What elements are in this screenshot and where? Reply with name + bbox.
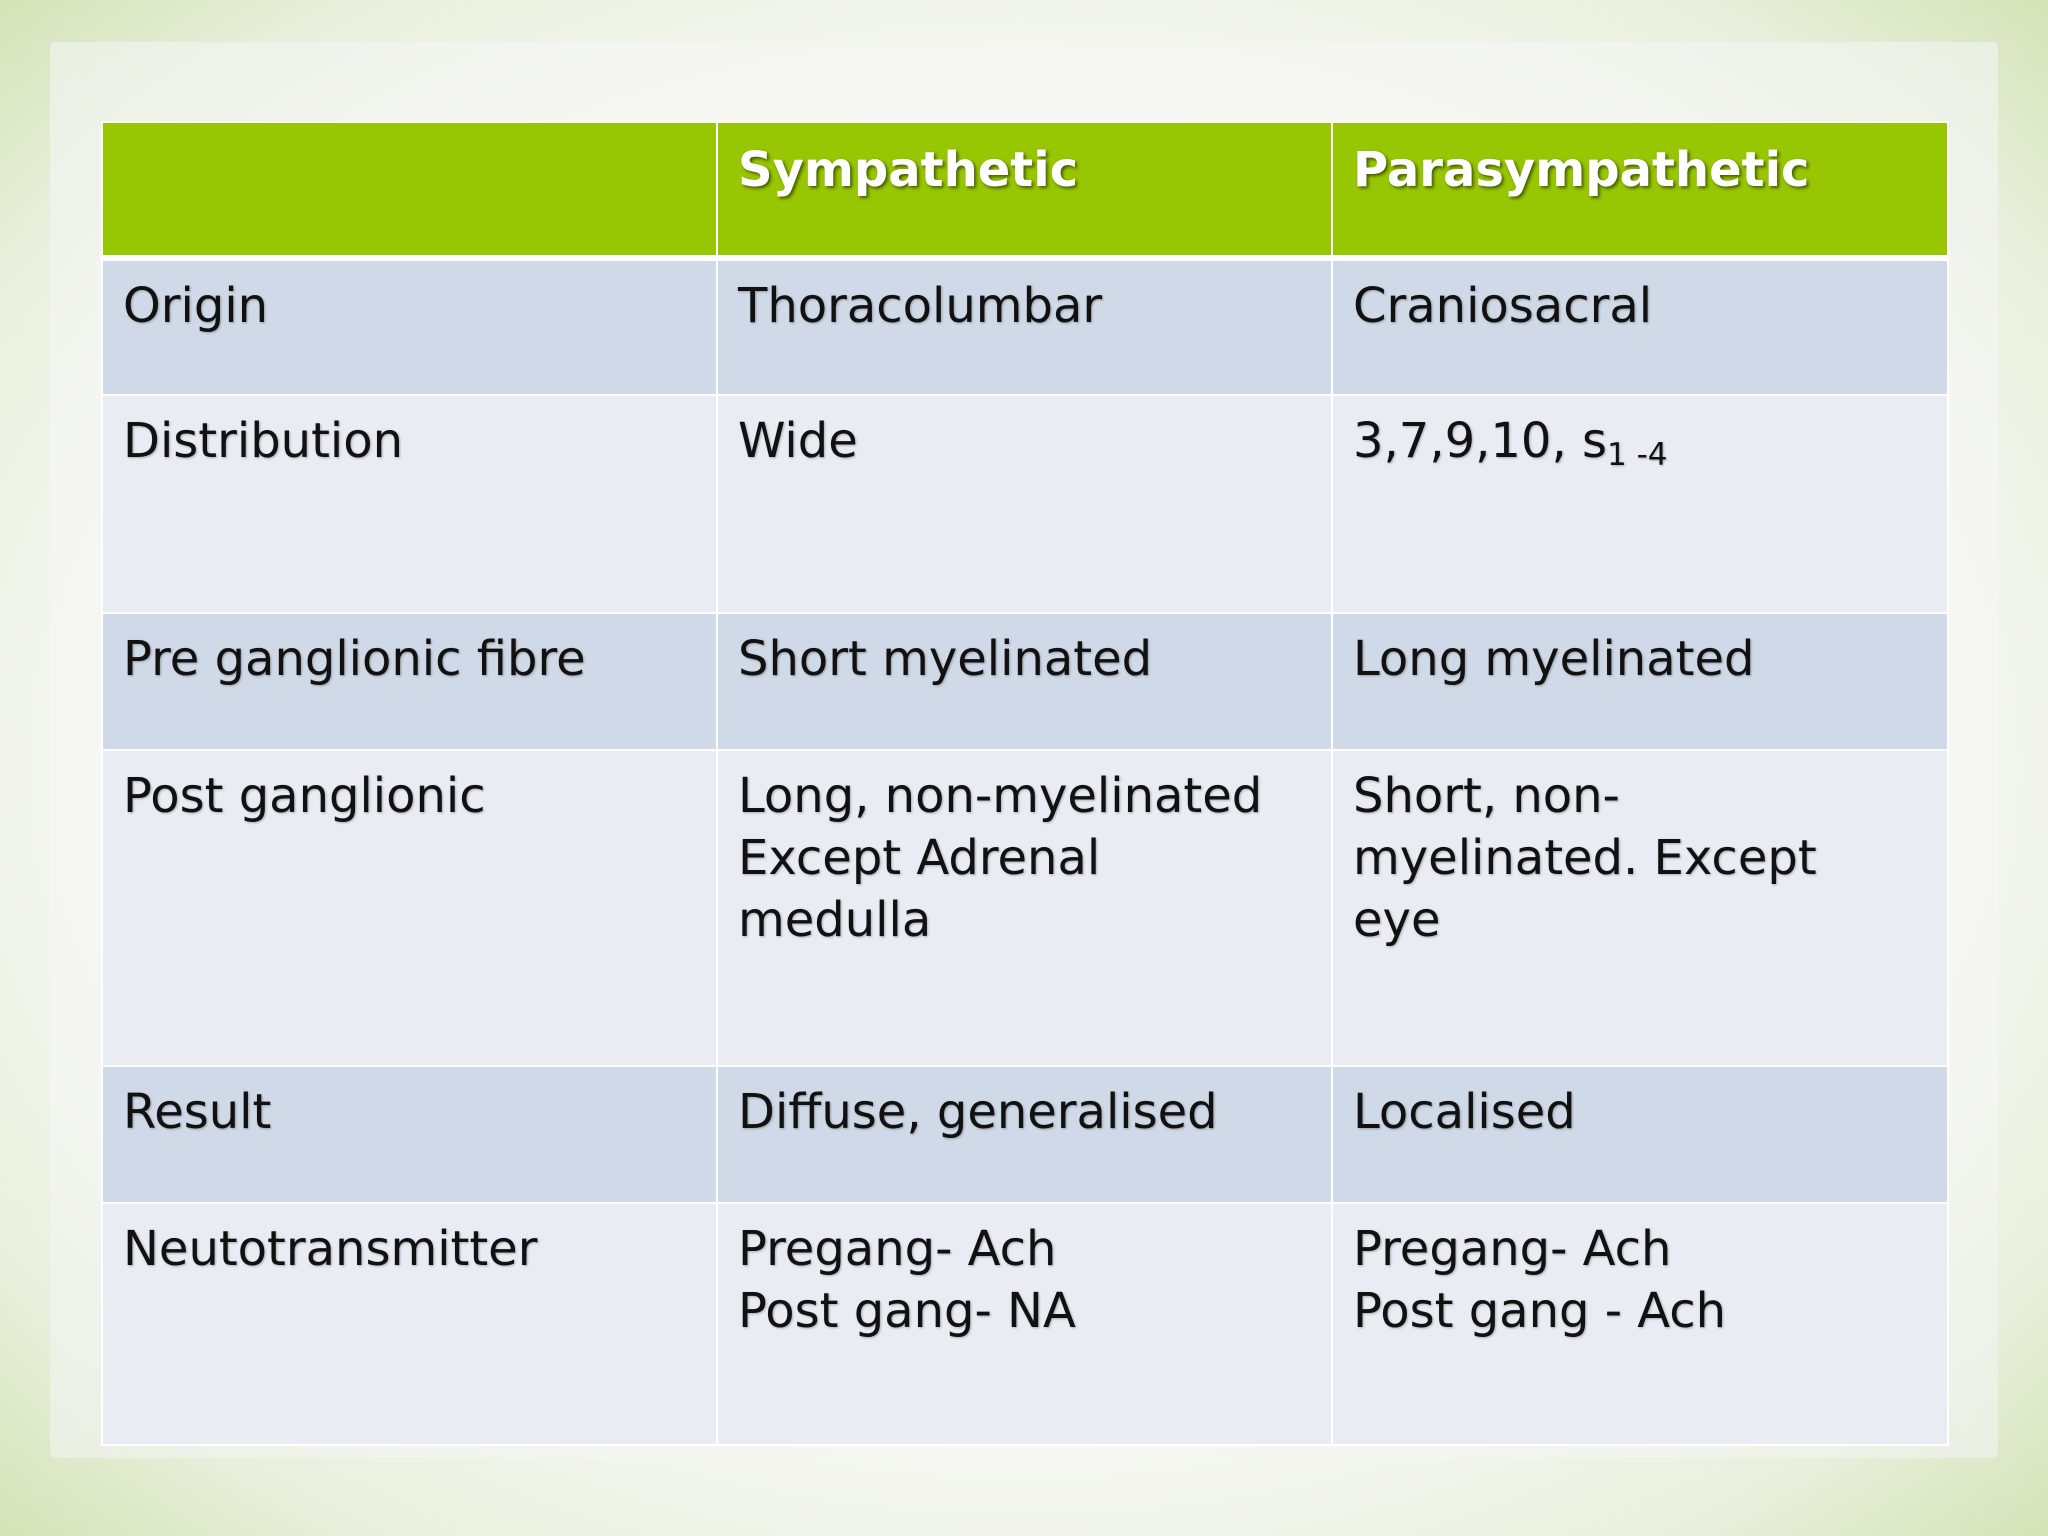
cell-line: Pregang- Ach <box>738 1221 1057 1277</box>
header-row <box>102 122 1948 258</box>
table-row-post-ganglionic <box>102 750 1948 1066</box>
cell-line: Short, non- <box>1353 768 1620 824</box>
cell-line: Localised <box>1353 1084 1576 1140</box>
cell-line: Short myelinated <box>738 631 1153 687</box>
sympathetic-cell <box>717 395 1332 613</box>
parasympathetic-cell <box>1332 1066 1948 1203</box>
cell-line: eye <box>1353 892 1441 948</box>
row-label: Neutotransmitter <box>102 1203 717 1445</box>
row-label: Post ganglionic <box>102 750 717 1066</box>
header-parasympathetic: Parasympathetic <box>1332 122 1948 258</box>
cell-line: medulla <box>738 892 932 948</box>
row-label: Result <box>102 1066 717 1203</box>
cell-line: Long myelinated <box>1353 631 1755 687</box>
table-row-result <box>102 1066 1948 1203</box>
cell-line: Except Adrenal <box>738 830 1101 886</box>
comparison-table <box>101 121 1949 1446</box>
table-row-origin <box>102 258 1948 395</box>
row-label: Origin <box>102 258 717 395</box>
header-sympathetic: Sympathetic <box>717 122 1332 258</box>
header-cell-blank <box>102 122 717 258</box>
cell-line: Post gang- NA <box>738 1283 1076 1339</box>
parasympathetic-cell <box>1332 613 1948 750</box>
cell-line: Thoracolumbar <box>738 278 1103 334</box>
table-row-neurotransmitter <box>102 1203 1948 1445</box>
sympathetic-cell <box>717 613 1332 750</box>
cell-line: myelinated. Except <box>1353 830 1817 886</box>
cell-line: Long, non-myelinated <box>738 768 1263 824</box>
row-label: Distribution <box>102 395 717 613</box>
parasympathetic-cell <box>1332 258 1948 395</box>
cell-line: Wide <box>738 413 858 469</box>
sympathetic-cell <box>717 1066 1332 1203</box>
cell-line: Diffuse, generalised <box>738 1084 1218 1140</box>
sympathetic-cell <box>717 750 1332 1066</box>
parasympathetic-cell <box>1332 395 1948 613</box>
table-row-distribution <box>102 395 1948 613</box>
sympathetic-cell <box>717 258 1332 395</box>
parasympathetic-cell <box>1332 750 1948 1066</box>
table-row-pre-ganglionic <box>102 613 1948 750</box>
subscript-text: 1 -4 <box>1607 437 1668 473</box>
cell-line: Craniosacral <box>1353 278 1653 334</box>
cell-text: 3,7,9,10, s <box>1353 413 1607 469</box>
parasympathetic-cell <box>1332 1203 1948 1445</box>
sympathetic-cell <box>717 1203 1332 1445</box>
cell-line: Pregang- Ach <box>1353 1221 1672 1277</box>
cell-line: Post gang - Ach <box>1353 1283 1727 1339</box>
row-label: Pre ganglionic fibre <box>102 613 717 750</box>
